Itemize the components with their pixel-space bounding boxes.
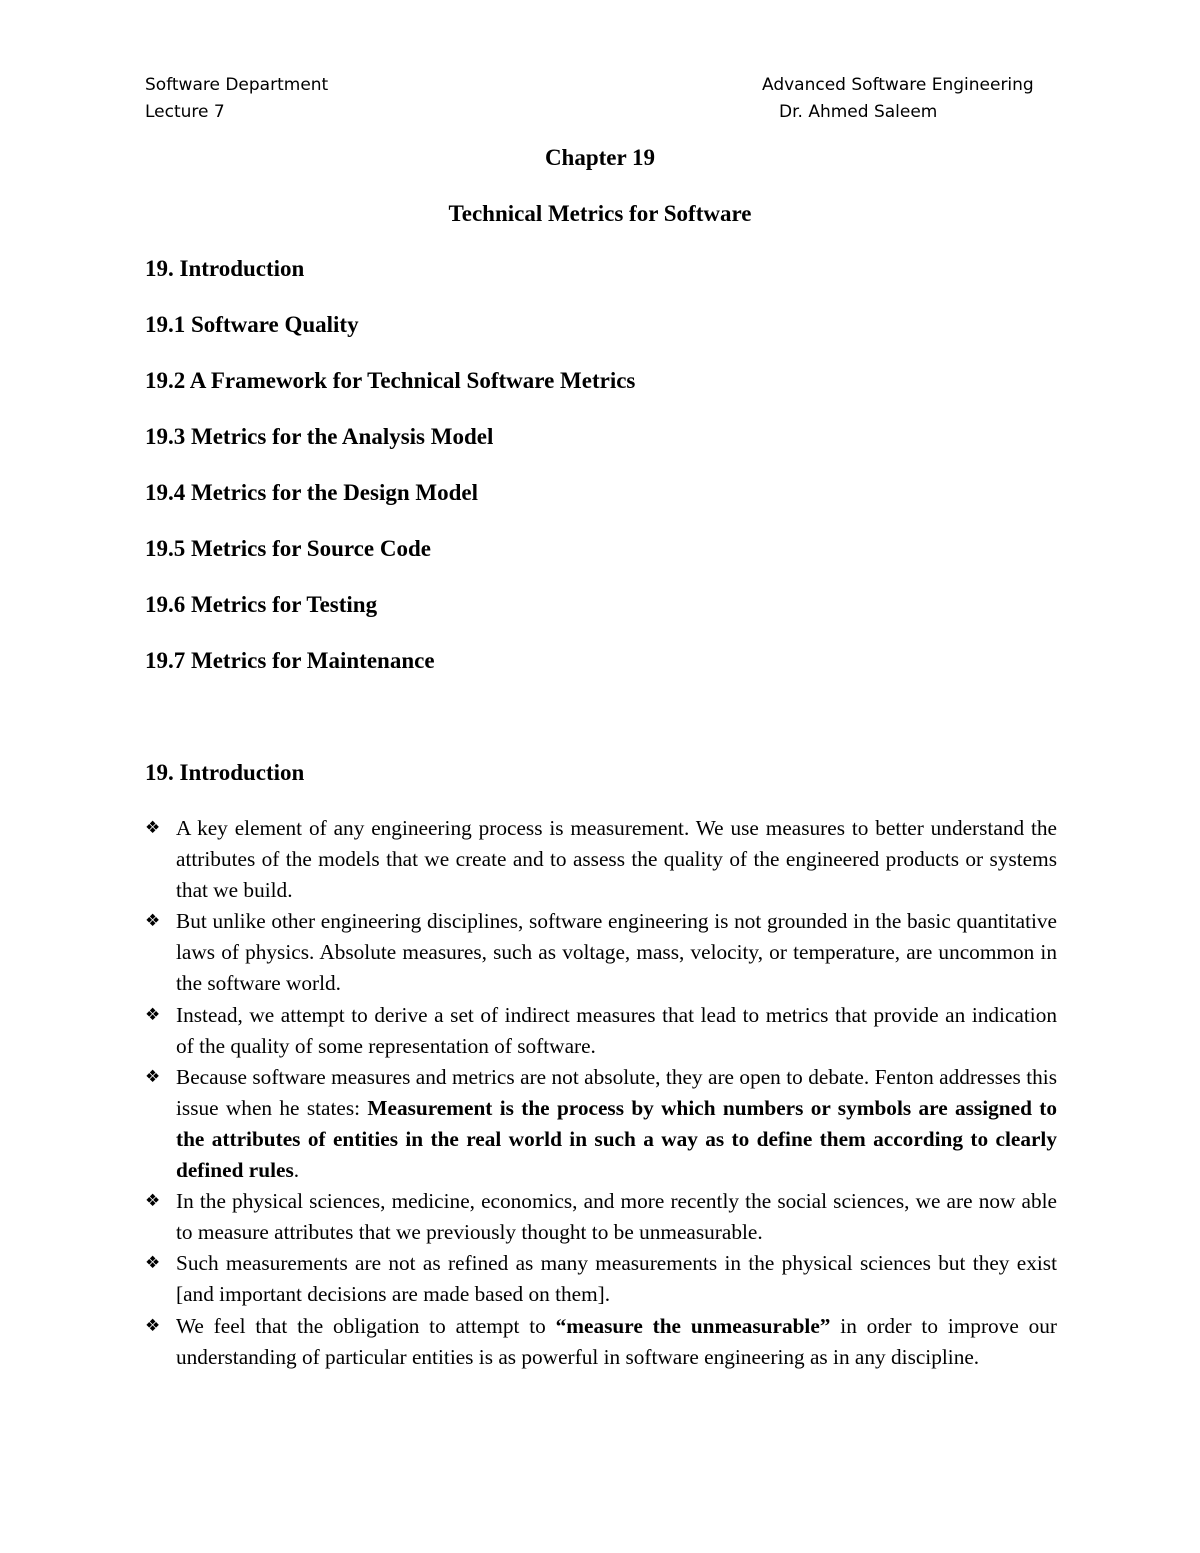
bullet-text: But unlike other engineering disciplines, software engineering is not grounded in the basic quantitative laws of physics. Absolute measures, such as voltage, mass, velocity, or temperature, are uncommon in the software world. <box>176 909 1057 996</box>
chapter-title: Chapter 19 <box>544 145 656 170</box>
toc-item: 19.7 Metrics for Maintenance <box>145 648 435 673</box>
toc-item: 19.5 Metrics for Source Code <box>145 536 431 561</box>
bullet-text: We feel that the obligation to attempt to <box>176 1313 556 1338</box>
bullet-text: Instead, we attempt to derive a set of indirect measures that lead to metrics that provide an indication of the quality of some representation of software. <box>176 1002 1057 1058</box>
diamond-bullet-icon: ❖ <box>145 1191 161 1212</box>
diamond-bullet-icon: ❖ <box>145 1253 161 1274</box>
toc-item: 19. Introduction <box>145 256 305 281</box>
header-course: Advanced Software Engineering <box>762 75 1034 95</box>
table-of-contents <box>145 255 635 703</box>
bullet-item <box>145 1000 1057 1062</box>
toc-item: 19.1 Software Quality <box>145 312 359 337</box>
diamond-bullet-icon: ❖ <box>145 1004 161 1025</box>
chapter-subtitle: Technical Metrics for Software <box>448 201 752 226</box>
bullet-text: Because software measures and metrics are not absolute, they are open to debate. Fenton addresses this issue when he states: <box>176 1064 1057 1120</box>
toc-item: 19.2 A Framework for Technical Software Metrics <box>145 368 636 393</box>
bullet-text-end: . <box>293 1158 300 1183</box>
diamond-bullet-icon: ❖ <box>145 1066 161 1087</box>
bullet-text-end: in order to improve our understanding of particular entities is as powerful in software engineering as in any discipline. <box>176 1313 1057 1369</box>
bullet-item <box>145 1311 1057 1373</box>
section-heading: 19. Introduction <box>145 760 305 785</box>
header-instructor: Dr. Ahmed Saleem <box>779 102 938 122</box>
diamond-bullet-icon: ❖ <box>145 1315 161 1336</box>
header-department: Software Department <box>145 75 329 95</box>
header-lecture: Lecture 7 <box>145 102 225 122</box>
diamond-bullet-icon: ❖ <box>145 911 161 932</box>
bullet-item <box>145 1248 1057 1310</box>
diamond-bullet-icon: ❖ <box>145 818 161 838</box>
toc-item: 19.4 Metrics for the Design Model <box>145 480 478 505</box>
bullet-text: A key element of any engineering process is measurement. We use measures to better understand the attributes of the models that we create and to assess the quality of the engineered products or systems that we build. <box>176 816 1057 903</box>
bullet-bold-phrase: “measure the unmeasurable” <box>555 1313 831 1338</box>
bullet-list <box>145 813 1057 1373</box>
bullet-text: In the physical sciences, medicine, economics, and more recently the social sciences, we are now able to measure attributes that we previously thought to be unmeasurable. <box>176 1189 1057 1245</box>
bullet-item <box>145 1186 1057 1248</box>
bullet-item <box>145 1062 1057 1186</box>
bullet-bold-quote: Measurement is the process by which numbers or symbols are assigned to the attributes of entities in the real world in such a way as to define them according to clearly defined rules <box>176 1095 1057 1183</box>
bullet-item <box>145 813 1057 906</box>
bullet-text: Such measurements are not as refined as many measurements in the physical sciences but they exist [and important decisions are made based on them]. <box>176 1251 1057 1307</box>
toc-item: 19.6 Metrics for Testing <box>145 592 378 617</box>
toc-item: 19.3 Metrics for the Analysis Model <box>145 424 494 449</box>
bullet-item <box>145 906 1057 999</box>
